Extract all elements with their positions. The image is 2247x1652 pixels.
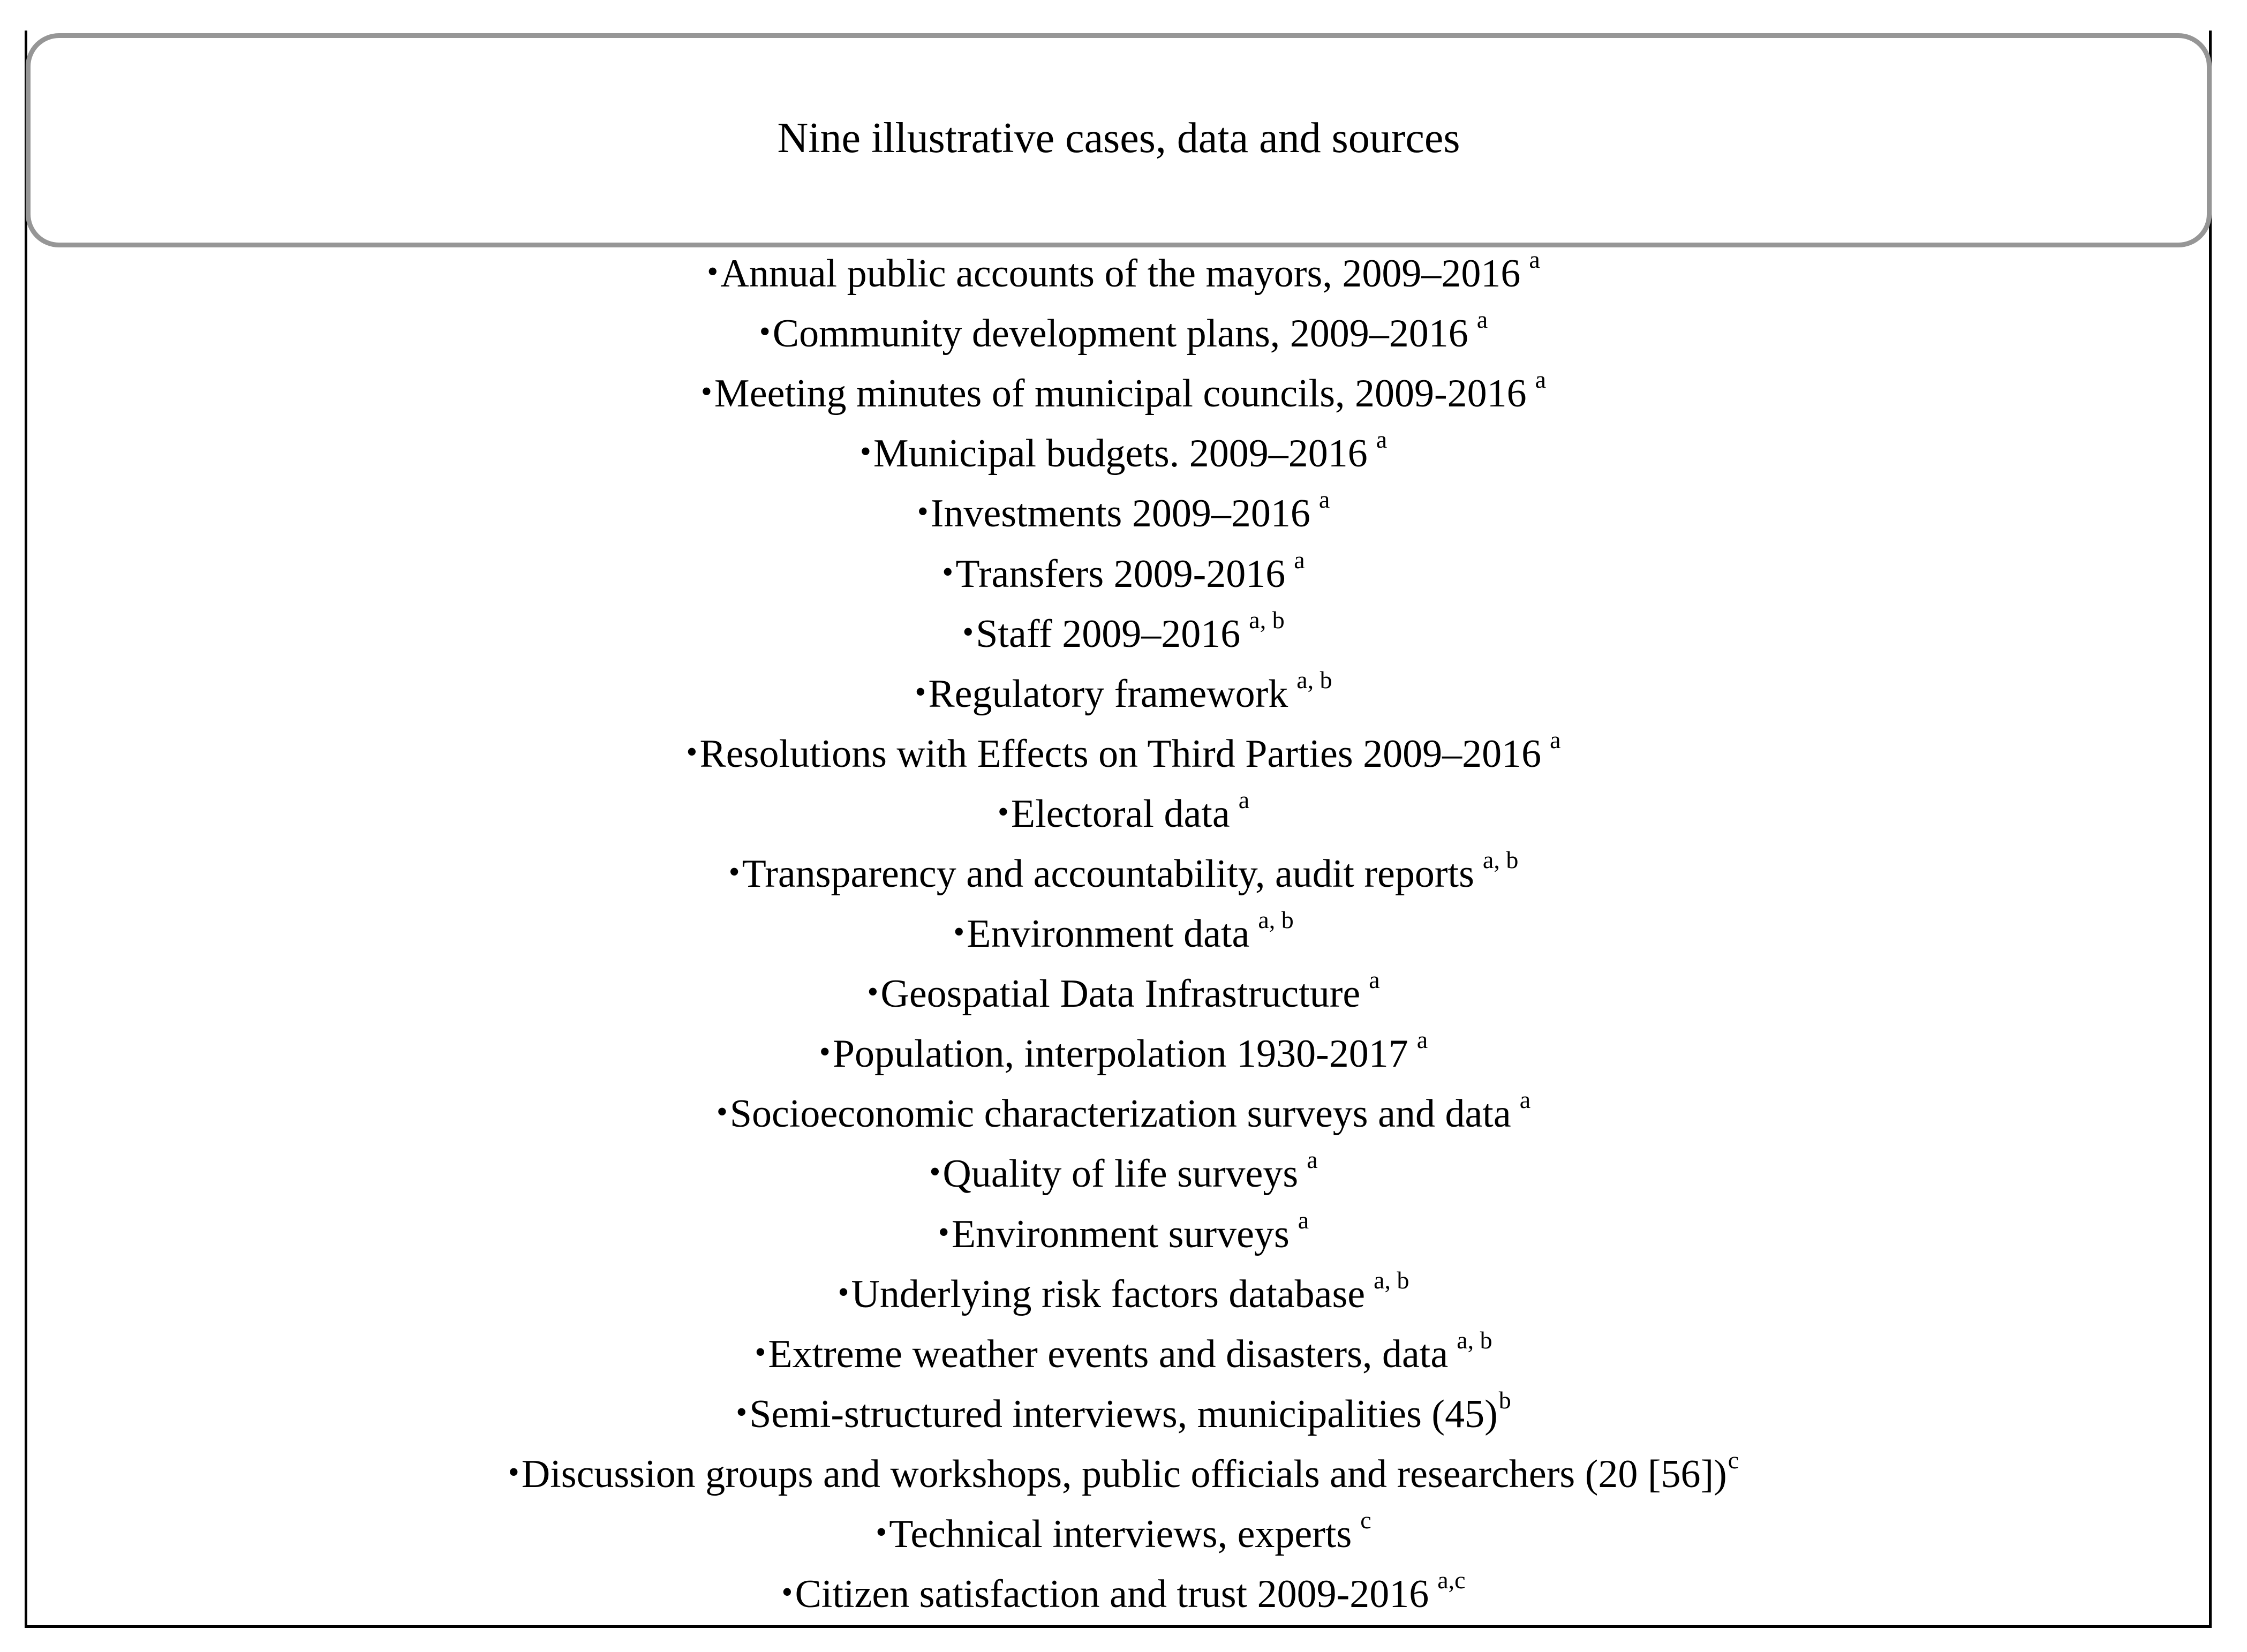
bullet-icon: •: [707, 254, 719, 290]
list-item: [32, 304, 2215, 364]
list-item: [32, 424, 2215, 484]
list-item-text: Annual public accounts of the mayors, 2009–2016: [720, 252, 1521, 296]
header-box: [26, 33, 2212, 247]
list-item: [32, 364, 2215, 424]
list-item: [32, 244, 2215, 304]
source-footnote-marker: a: [1519, 1086, 1531, 1114]
bullet-icon: •: [819, 1034, 831, 1070]
list-item-text: Municipal budgets. 2009–2016: [873, 432, 1368, 476]
bullet-icon: •: [859, 434, 871, 470]
source-footnote-marker: a: [1307, 1146, 1318, 1174]
list-item: [32, 964, 2215, 1024]
list-item-text: Investments 2009–2016: [930, 492, 1310, 536]
bullet-icon: •: [962, 614, 974, 650]
bullet-icon: •: [728, 854, 740, 889]
source-footnote-marker: b: [1498, 1386, 1511, 1414]
list-item-text: Extreme weather events and disasters, data: [768, 1332, 1449, 1376]
source-footnote-marker: a: [1298, 1206, 1309, 1234]
list-item: [32, 1264, 2215, 1324]
list-item: [32, 1084, 2215, 1144]
list-item-text: Resolutions with Effects on Third Parties 2009–2016: [699, 731, 1542, 776]
list-item-text: Technical interviews, experts: [889, 1512, 1352, 1557]
bullet-icon: •: [929, 1154, 941, 1190]
list-item-text: Regulatory framework: [928, 672, 1288, 716]
list-item: [32, 604, 2215, 664]
list-item: [32, 904, 2215, 964]
list-item: [32, 1204, 2215, 1264]
list-item: [32, 544, 2215, 604]
bullet-icon: •: [686, 734, 698, 770]
data-sources-list: [32, 244, 2215, 1624]
list-item: [32, 1144, 2215, 1204]
bullet-icon: •: [781, 1574, 793, 1610]
bullet-icon: •: [700, 374, 712, 410]
source-footnote-marker: c: [1728, 1446, 1739, 1474]
source-footnote-marker: a: [1376, 426, 1388, 454]
source-footnote-marker: a,c: [1437, 1566, 1466, 1594]
bullet-icon: •: [508, 1454, 519, 1490]
list-item-text: Environment data: [967, 912, 1250, 956]
source-footnote-marker: a: [1318, 486, 1330, 514]
list-item: [32, 1384, 2215, 1444]
bullet-icon: •: [997, 794, 1009, 829]
list-item-text: Staff 2009–2016: [976, 612, 1241, 656]
bullet-icon: •: [938, 1214, 949, 1250]
source-footnote-marker: a: [1535, 366, 1547, 394]
source-footnote-marker: a, b: [1296, 666, 1332, 693]
list-item: [32, 1564, 2215, 1624]
source-footnote-marker: a, b: [1374, 1266, 1409, 1294]
bullet-icon: •: [755, 1334, 766, 1370]
source-footnote-marker: a: [1238, 786, 1250, 813]
bullet-icon: •: [716, 1094, 728, 1130]
source-footnote-marker: a: [1294, 546, 1305, 574]
list-item: [32, 1444, 2215, 1504]
bullet-icon: •: [736, 1394, 748, 1430]
list-item-text: Geospatial Data Infrastructure: [880, 972, 1361, 1016]
list-item-text: Citizen satisfaction and trust 2009-2016: [795, 1572, 1429, 1617]
list-item: [32, 1024, 2215, 1084]
list-item-text: Semi-structured interviews, municipalities (45): [749, 1392, 1498, 1436]
list-item-text: Electoral data: [1011, 791, 1230, 836]
source-footnote-marker: c: [1360, 1506, 1371, 1534]
bullet-icon: •: [917, 494, 929, 530]
list-item-text: Community development plans, 2009–2016: [772, 312, 1468, 356]
source-footnote-marker: a, b: [1249, 606, 1285, 633]
bullet-icon: •: [942, 554, 954, 590]
source-footnote-marker: a: [1416, 1026, 1428, 1054]
list-item-text: Transfers 2009-2016: [955, 552, 1286, 596]
list-item: [32, 724, 2215, 784]
list-item-text: Discussion groups and workshops, public officials and researchers (20 [56]): [521, 1452, 1727, 1496]
list-item: [32, 1504, 2215, 1564]
list-item-text: Quality of life surveys: [942, 1152, 1299, 1196]
list-item: [32, 784, 2215, 844]
page-title: Nine illustrative cases, data and sources: [777, 115, 1460, 162]
bullet-icon: •: [953, 914, 965, 950]
bullet-icon: •: [838, 1274, 849, 1310]
list-item-text: Socioeconomic characterization surveys and data: [729, 1092, 1511, 1136]
bullet-icon: •: [876, 1514, 887, 1550]
bullet-icon: •: [867, 974, 879, 1010]
source-footnote-marker: a: [1476, 306, 1488, 334]
source-footnote-marker: a, b: [1258, 906, 1294, 934]
list-item: [32, 844, 2215, 904]
list-item: [32, 1324, 2215, 1384]
source-footnote-marker: a, b: [1482, 846, 1519, 873]
source-footnote-marker: a, b: [1457, 1326, 1492, 1354]
list-item-text: Population, interpolation 1930-2017: [832, 1032, 1408, 1076]
bullet-icon: •: [915, 674, 926, 710]
source-footnote-marker: a: [1550, 726, 1561, 753]
list-item-text: Meeting minutes of municipal councils, 2009-2016: [714, 372, 1527, 416]
list-item-text: Underlying risk factors database: [851, 1272, 1366, 1316]
bullet-icon: •: [759, 314, 771, 350]
source-footnote-marker: a: [1369, 966, 1380, 994]
list-item-text: Environment surveys: [951, 1212, 1290, 1256]
list-item-text: Transparency and accountability, audit reports: [742, 851, 1474, 896]
list-item: [32, 484, 2215, 544]
list-item: [32, 664, 2215, 724]
source-footnote-marker: a: [1529, 246, 1540, 274]
